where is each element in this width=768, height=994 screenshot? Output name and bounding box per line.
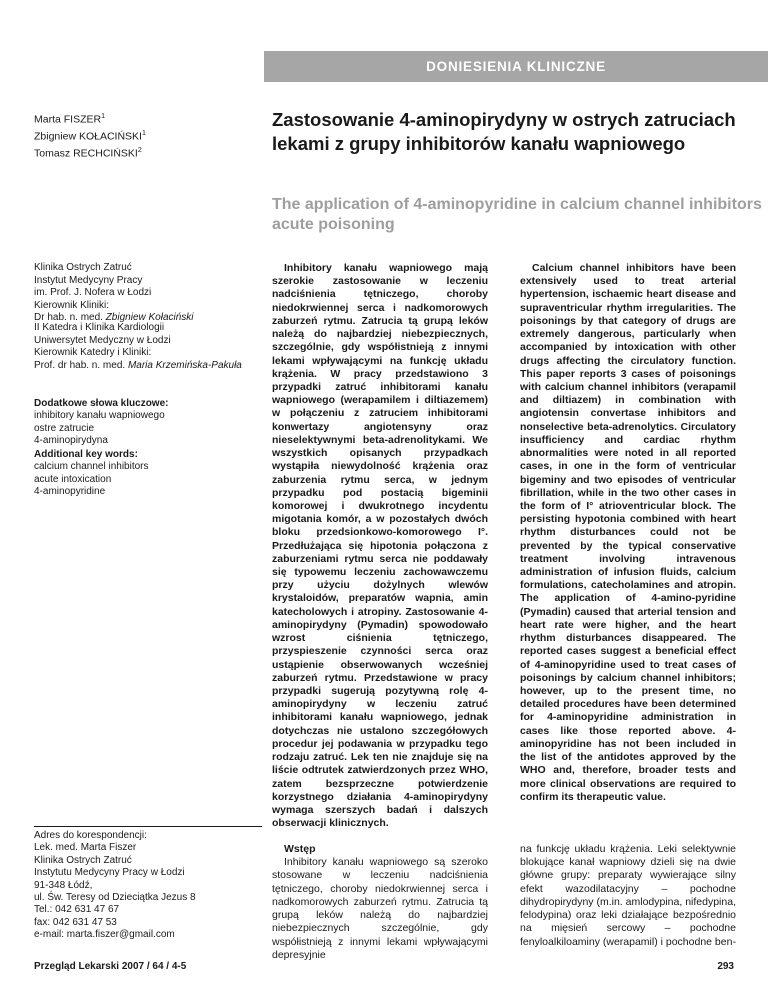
header-banner xyxy=(0,0,768,86)
article-title-polish: Zastosowanie 4-aminopirydyny w ostrych zatruciach lekami z grupy inhibitorów kanału wapniowego xyxy=(272,109,736,154)
abstract-english: Calcium channel inhibitors have been extensively used to treat arterial hypertension, ischaemic heart disease and supraventricular rhythm irregularities. The poisonings by that category of drugs are extremely dangerous, particularly when accompanied by intoxication with other drugs affecting the circulatory function. This paper reports 3 cases of poisonings with calcium channel inhibitors (verapamil and diltiazem) in combination with angiotensin convertase inhibitors and nonselective beta-adrenolytics. Circulatory insufficiency and cardiac rhythm abnormalities were noted in all reported cases, in one in the form of ventricular bigeminy and two episodes of ventricular fibrillation, while in the two other cases in the form of I° atrioventricular block. The persisting hypotonia combined with heart rhythm disturbances could not be prevented by the typical conservative treatment involving intravenous administration of infusion fluids, calcium formulations, catecholamines and atropin. The application of 4-amino-pyridine (Pymadin) caused that arterial tension and heart rate were higher, and the heart rhythm disturbances disappeared. The reported cases suggest a beneficial effect of 4-aminopyridine used to treat cases of poisonings by calcium channel inhibitors; however, up to the present time, no detailed procedures have been determined for 4-aminopyridine administration in cases like those reported above. 4-aminopyridine has not been included in the list of the antidotes approved by the WHO and, therefore, broader tests and more clinical observations are required to confirm its therapeutic value. xyxy=(520,262,736,803)
keywords-polish: Dodatkowe słowa kluczowe: inhibitory kanału wapniowego ostre zatrucie 4-aminopirydyna xyxy=(34,398,169,447)
section-bar xyxy=(264,51,768,82)
email-link[interactable]: e-mail: marta.fiszer@gmail.com xyxy=(34,929,175,941)
author-2: Zbigniew KOŁACIŃSKI$^1$ xyxy=(34,130,146,143)
abstract-polish: Inhibitory kanału wapniowego mają szerokie zastosowanie w leczeniu nadciśnienia tętniczego, choroby niedokrwiennej serca i nadkomorowych zaburzeń rytmu. Zatrucia tą grupą leków należą do najbardziej niebezpiecznych, szczególnie, gdy współistnieją z innymi lekami wpływającymi na funkcję układu krążenia. W pracy przedstawiono 3 przypadki zatruć inhibitorami kanału wapniowego (werapamilem i diltiazemem) w połączeniu z zatruciem inhibitorami konwertazy angiotensyny oraz nieselektywnymi beta-adrenolitykami. We wszystkich opisanych przypadkach wystąpiła niewydolność krążenia oraz zaburzenia rytmu serca, w jednym przypadku pod postacią bigeminii komorowej i dwukrotnego incydentu migotania komór, a w pozostałych dwóch bloku przedsionkowo-komorowego I°. Przedłużająca się hipotonia połączona z zaburzeniami rytmu serca nie poddawały się typowemu leczeniu zachowawczemu przy użyciu dożylnych wlewów krystaloidów, preparatów wapnia, amin katecholowych i atropiny. Zastosowanie 4-aminopirydyny (Pymadin) spowodowało wzrost ciśnienia tętniczego, przyspieszenie czynności serca oraz ustąpienie obserwowanych wcześniej zaburzeń rytmu. Przedstawione w pracy przypadki sugerują pozytywną rolę 4-aminopirydyny w leczeniu zatruć inhibitorami kanału wapniowego, jednak dotychczas nie ustalono szczegółowych procedur jej podawania w przypadku tego rodzaju zatruć. Lek ten nie znajduje się na liście odtrutek zatwierdzonych przez WHO, zatem bezsprzeczne potwierdzenie korzystnego działania 4-aminopirydyny wymaga szerszych badań i dalszych obserwacji klinicznych. xyxy=(272,262,488,830)
page-number: 293 xyxy=(717,961,734,972)
journal-citation: Przegląd Lekarski 2007 / 64 / 4-5 xyxy=(34,961,187,972)
intro-body: Inhibitory kanału wapniowego są szeroko stosowane w leczeniu nadciśnienia tętniczego, choroby niedokrwiennej serca i nadkomorowych zaburzeń rytmu. Zatrucia tą grupą leków należą do najbardziej niebezpiecznych szczególnie, gdy współistnieją z innymi lekami wpływającymi depresyjnie xyxy=(272,856,488,961)
intro-continued: na funkcję układu krążenia. Leki selektywnie blokujące kanał wapniowy dzieli się na dwie główne grupy: preparaty wywierające silny efekt wazodilatacyjny – pochodne dihydropirydyny (m.in. amlodypina, nifedypina, felodypina) oraz leki działające bezpośrednio na mięsień sercowy – pochodne fenyloalkiloaminy (werapamil) i pochodne ben- xyxy=(520,843,736,948)
intro-section xyxy=(272,843,488,962)
keywords-english: Additional key words: calcium channel inhibitors acute intoxication 4-aminopyridine xyxy=(34,449,149,498)
section-title: DONIESIENIA KLINICZNE xyxy=(426,59,606,74)
correspondence-address: Adres do korespondencji: Lek. med. Marta Fiszer Klinika Ostrych Zatruć Instytutu Medycyny Pracy w Łodzi 91-348 Łódź, ul. Św. Teresy od Dzieciątka Jezus 8 Tel.: 042 631 47 67 fax: 042 631 47 53 e-mail: marta.fiszer@gmail.com xyxy=(34,830,262,942)
intro-heading: Wstęp xyxy=(284,843,316,855)
correspondence-divider xyxy=(34,826,262,827)
author-list xyxy=(34,110,254,161)
author-1: Marta FISZER$^1$ xyxy=(34,113,105,126)
author-3: Tomasz RECHCIŃSKI$^2$ xyxy=(34,147,142,160)
affiliation-1: Klinika Ostrych Zatruć Instytut Medycyny Pracy im. Prof. J. Nofera w Łodzi Kierownik Kliniki: Dr hab. n. med. Zbigniew Kołaciński xyxy=(34,262,194,324)
affiliation-2: II Katedra i Klinika Kardiologii Uniwersytet Medyczny w Łodzi Kierownik Katedry i Kliniki: Prof. dr hab. n. med. Maria Krzemińska-Pakuła xyxy=(34,322,242,371)
article-title-english: The application of 4-aminopyridine in calcium channel inhibitors acute poisoning xyxy=(272,196,762,233)
